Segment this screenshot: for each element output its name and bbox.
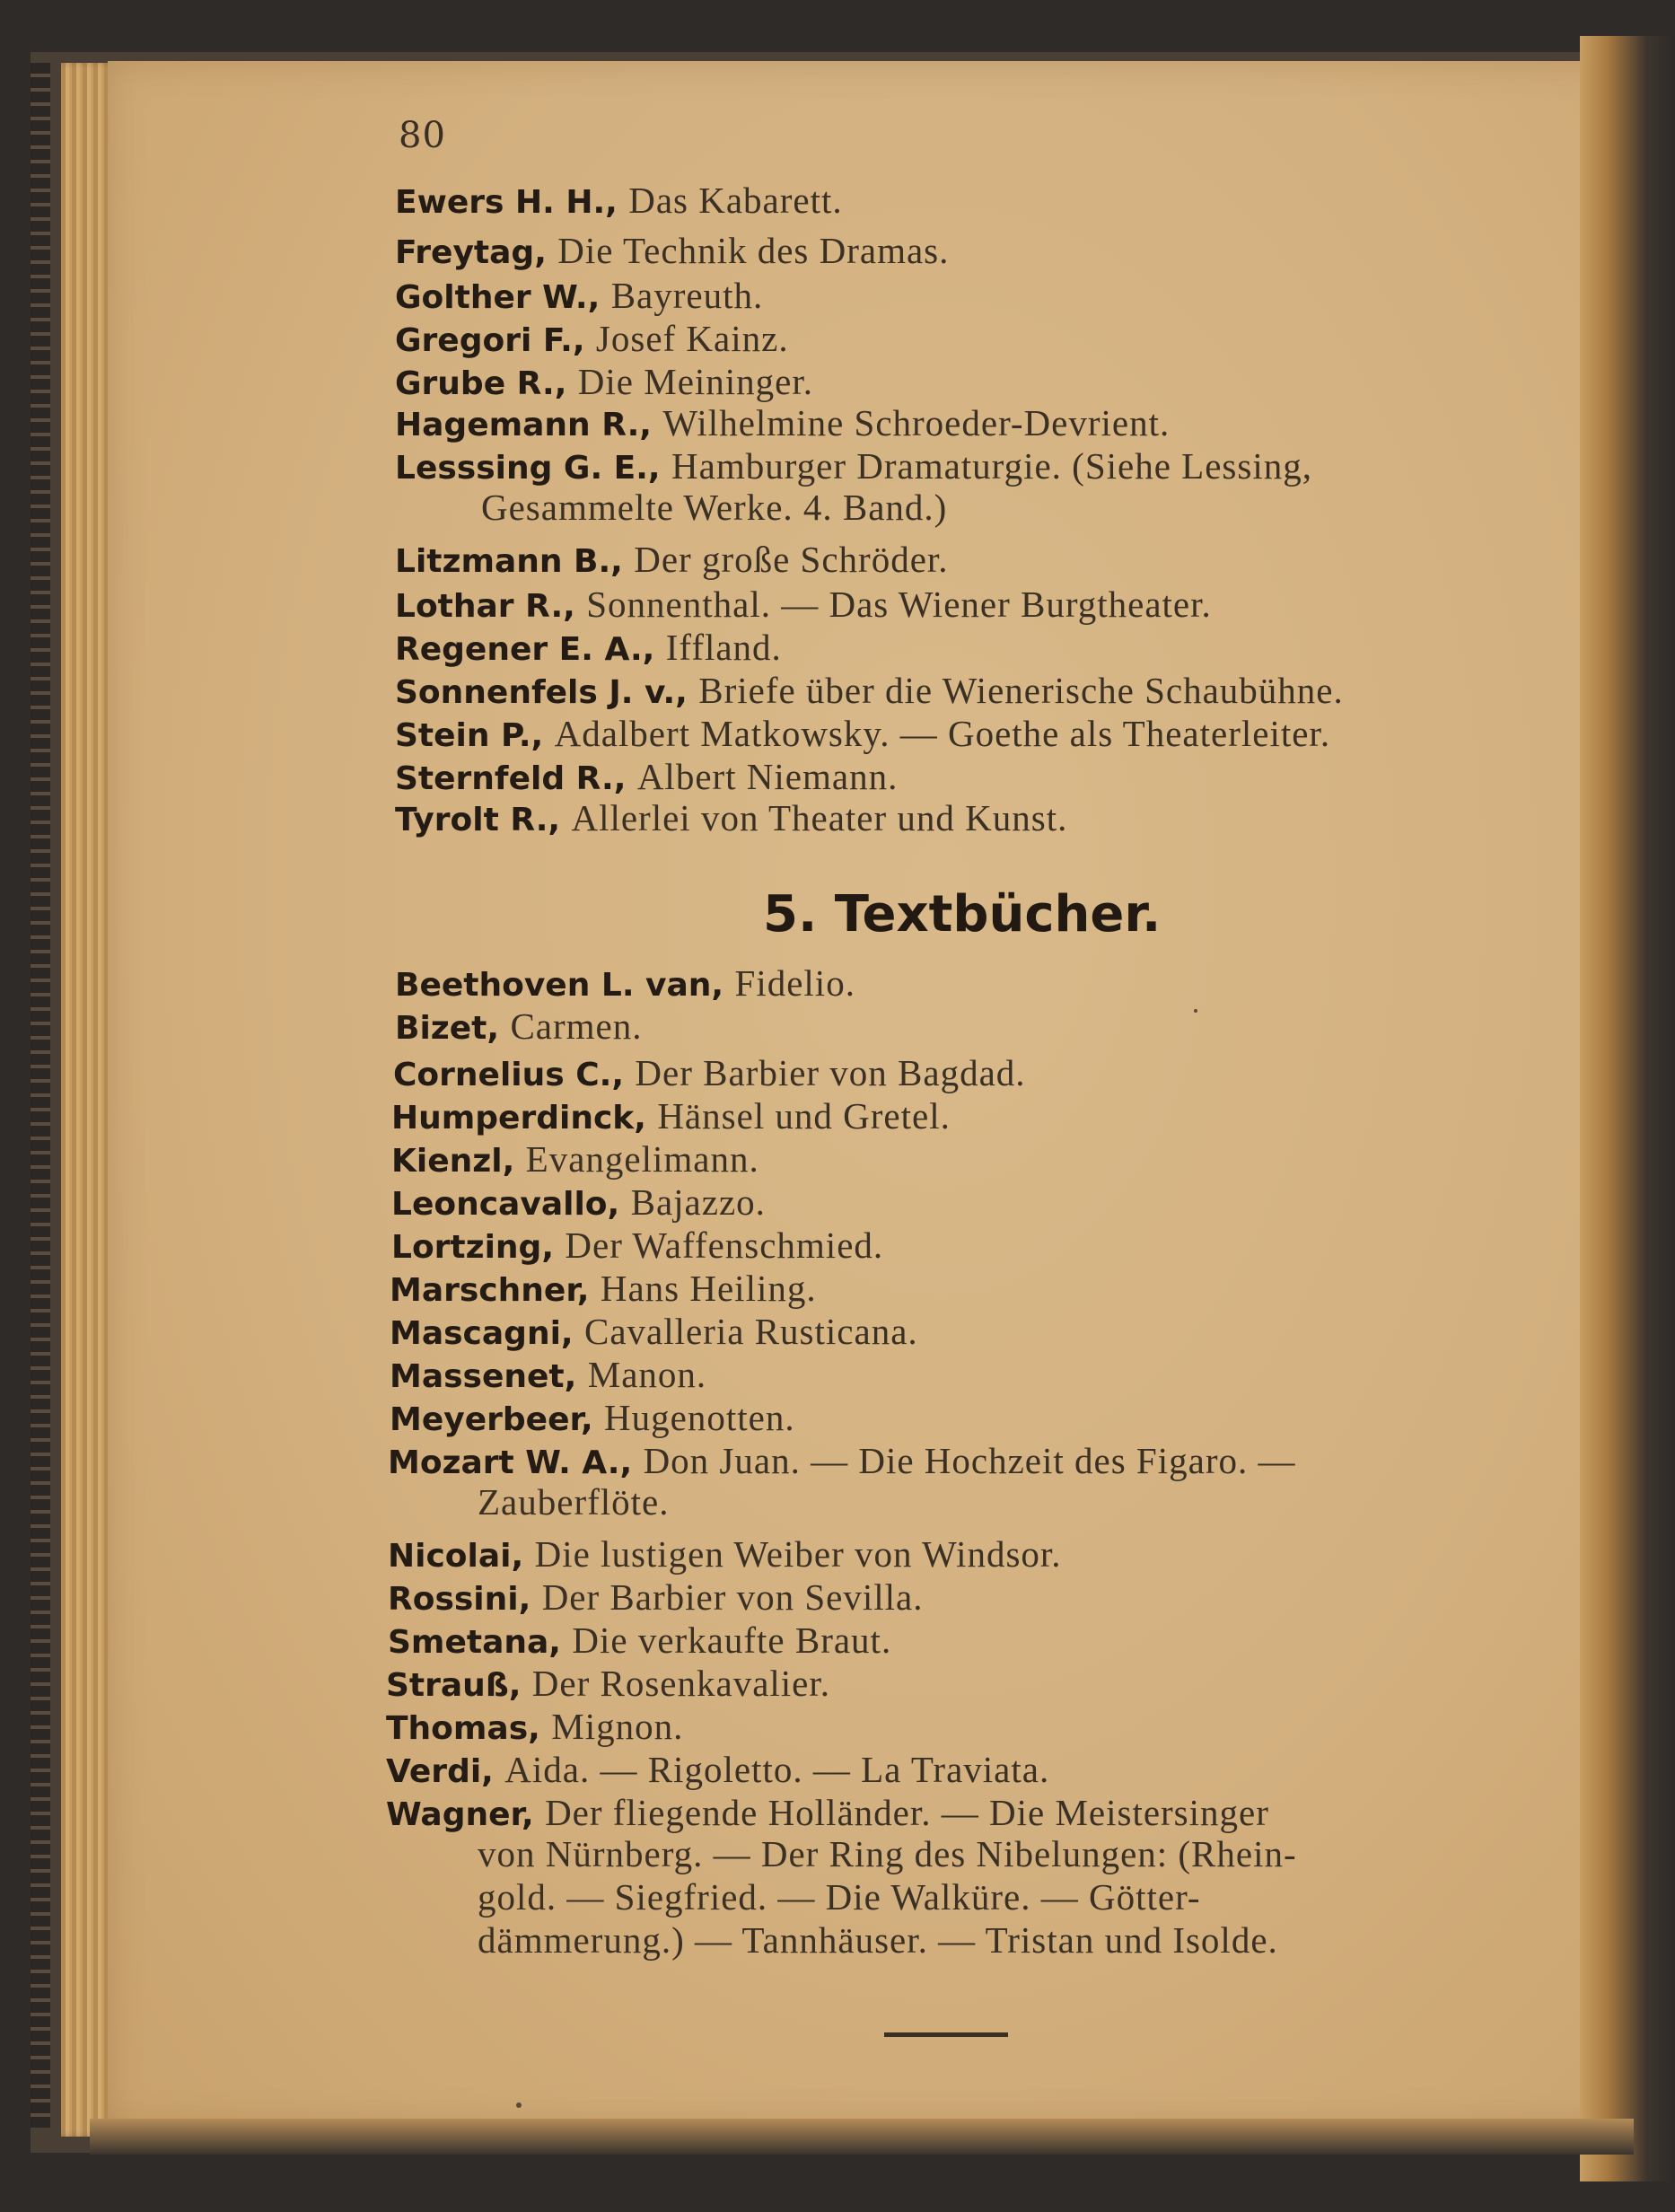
entry-title: Die lustigen Weiber von Windsor. [534,1533,1062,1575]
entry-author: Wagner, [386,1796,534,1833]
entry-title: Adalbert Matkowsky. — Goethe als Theaterleiter. [554,713,1331,754]
entry-title: Hamburger Dramaturgie. (Siehe Lessing, [671,445,1312,487]
entry-author: Tyrolt R., [395,802,561,838]
entry-author: Mascagni, [390,1315,574,1352]
entry-title: Bayreuth. [610,275,764,316]
entry-title: Allerlei von Theater und Kunst. [571,797,1068,838]
paper-speck [516,2102,522,2108]
list-item [386,1663,830,1707]
entry-author: Thomas, [386,1710,540,1747]
entry-author: Lortzing, [391,1229,555,1266]
entry-author: Smetana, [388,1624,561,1661]
list-item [393,1052,1026,1096]
entry-title: Josef Kainz. [595,318,789,359]
entry-title: Der Waffenschmied. [565,1224,884,1266]
entry-author: Massenet, [390,1358,577,1395]
entry-title: Bajazzo. [630,1181,766,1223]
list-item [391,1224,883,1268]
entry-author: Marschner, [390,1272,590,1309]
list-item [388,1440,1295,1484]
entry-author: Regener E. A., [395,631,655,668]
list-item [395,361,813,405]
entry-author: Beethoven L. van, [395,967,724,1004]
entry-author: Mozart W. A., [388,1444,633,1481]
section-heading: 5. Textbücher. [763,885,1162,944]
entry-title: Das Kabarett. [628,180,843,221]
list-item [390,1354,706,1398]
list-item [391,1095,951,1139]
list-item [395,627,782,671]
list-item [388,1533,1062,1577]
entry-author: Stein P., [395,717,544,754]
list-item [388,1576,923,1620]
entry-author: Hagemann R., [395,407,652,443]
paper-speck [1194,1009,1197,1013]
entry-title: Aida. — Rigoletto. — La Traviata. [504,1749,1050,1790]
page-number: 80 [399,115,446,156]
list-item [395,1005,643,1049]
entry-title-continued: von Nürnberg. — Der Ring des Nibelungen: (Rhein- [478,1833,1297,1874]
entry-title: Carmen. [510,1005,643,1047]
entry-author: Strauß, [386,1667,522,1704]
entry-title: Iffland. [665,627,782,668]
list-item [395,230,949,274]
list-item [395,670,1344,714]
end-rule [884,2032,1008,2037]
list-item [386,1792,1269,1836]
list-item [395,584,1212,628]
entry-title: Sonnenthal. — Das Wiener Burgtheater. [586,584,1212,625]
entry-title: Der Barbier von Sevilla. [541,1576,924,1618]
list-item [395,797,1067,841]
entry-author: Verdi, [386,1753,494,1790]
entry-title-continued: gold. — Siegfried. — Die Walküre. — Götter- [478,1876,1201,1918]
list-item [390,1268,817,1312]
entry-title-continued: Zauberflöte. [478,1481,670,1523]
list-item [395,402,1170,446]
entry-title: Mignon. [551,1706,684,1747]
entry-title: Evangelimann. [525,1138,759,1180]
entry-author: Lesssing G. E., [395,450,661,487]
entry-author: Humperdinck, [391,1100,646,1137]
entry-title: Die Technik des Dramas. [557,230,950,271]
entry-title: Die Meininger. [577,361,814,402]
entry-title-continued: dämmerung.) — Tannhäuser. — Tristan und Isolde. [478,1919,1278,1961]
list-item [395,713,1330,757]
entry-title: Der Rosenkavalier. [531,1663,831,1704]
entry-title: Don Juan. — Die Hochzeit des Figaro. — [643,1440,1296,1481]
entry-title: Fidelio. [734,962,855,1004]
entry-author: Golther W., [395,279,601,316]
entry-author: Gregori F., [395,322,585,359]
entry-author: Sonnenfels J. v., [395,674,688,711]
entry-title: Briefe über die Wienerische Schaubühne. [698,670,1344,711]
entry-title: Cavalleria Rusticana. [584,1311,918,1352]
entry-title: Albert Niemann. [636,756,899,797]
list-item [395,180,843,224]
entry-title: Der große Schröder. [634,539,949,580]
entry-author: Rossini, [388,1581,531,1618]
entry-title: Hans Heiling. [600,1268,817,1309]
entry-author: Nicolai, [388,1538,524,1575]
entry-author: Bizet, [395,1010,500,1047]
list-item [391,1138,759,1182]
entry-title-continued: Gesammelte Werke. 4. Band.) [481,487,948,528]
entry-title: Hugenotten. [604,1397,795,1438]
entry-author: Lothar R., [395,588,575,625]
entry-author: Freytag, [395,234,547,271]
list-item [390,1311,918,1355]
list-item [386,1749,1049,1793]
entry-title: Der Barbier von Bagdad. [635,1052,1026,1093]
list-item [395,445,1312,489]
list-item [390,1397,795,1441]
entry-author: Litzmann B., [395,543,623,580]
entry-title: Der fliegende Holländer. — Die Meistersinger [545,1792,1269,1833]
entry-title: Wilhelmine Schroeder-Devrient. [662,402,1171,443]
entry-title: Die verkaufte Braut. [572,1620,892,1661]
list-item [386,1706,683,1750]
entry-title: Manon. [587,1354,707,1395]
entry-title: Hänsel und Gretel. [657,1095,951,1137]
entry-author: Cornelius C., [393,1057,624,1093]
list-item [395,962,855,1006]
list-item [395,539,949,583]
list-item [395,275,763,319]
list-item [395,318,789,362]
list-item [395,756,898,800]
entry-author: Sternfeld R., [395,760,627,797]
list-item [391,1181,766,1225]
entry-author: Leoncavallo, [391,1186,620,1223]
entry-author: Grube R., [395,365,567,402]
entry-author: Meyerbeer, [390,1401,593,1438]
entry-author: Ewers H. H., [395,184,618,221]
list-item [388,1620,891,1663]
entry-author: Kienzl, [391,1143,515,1180]
